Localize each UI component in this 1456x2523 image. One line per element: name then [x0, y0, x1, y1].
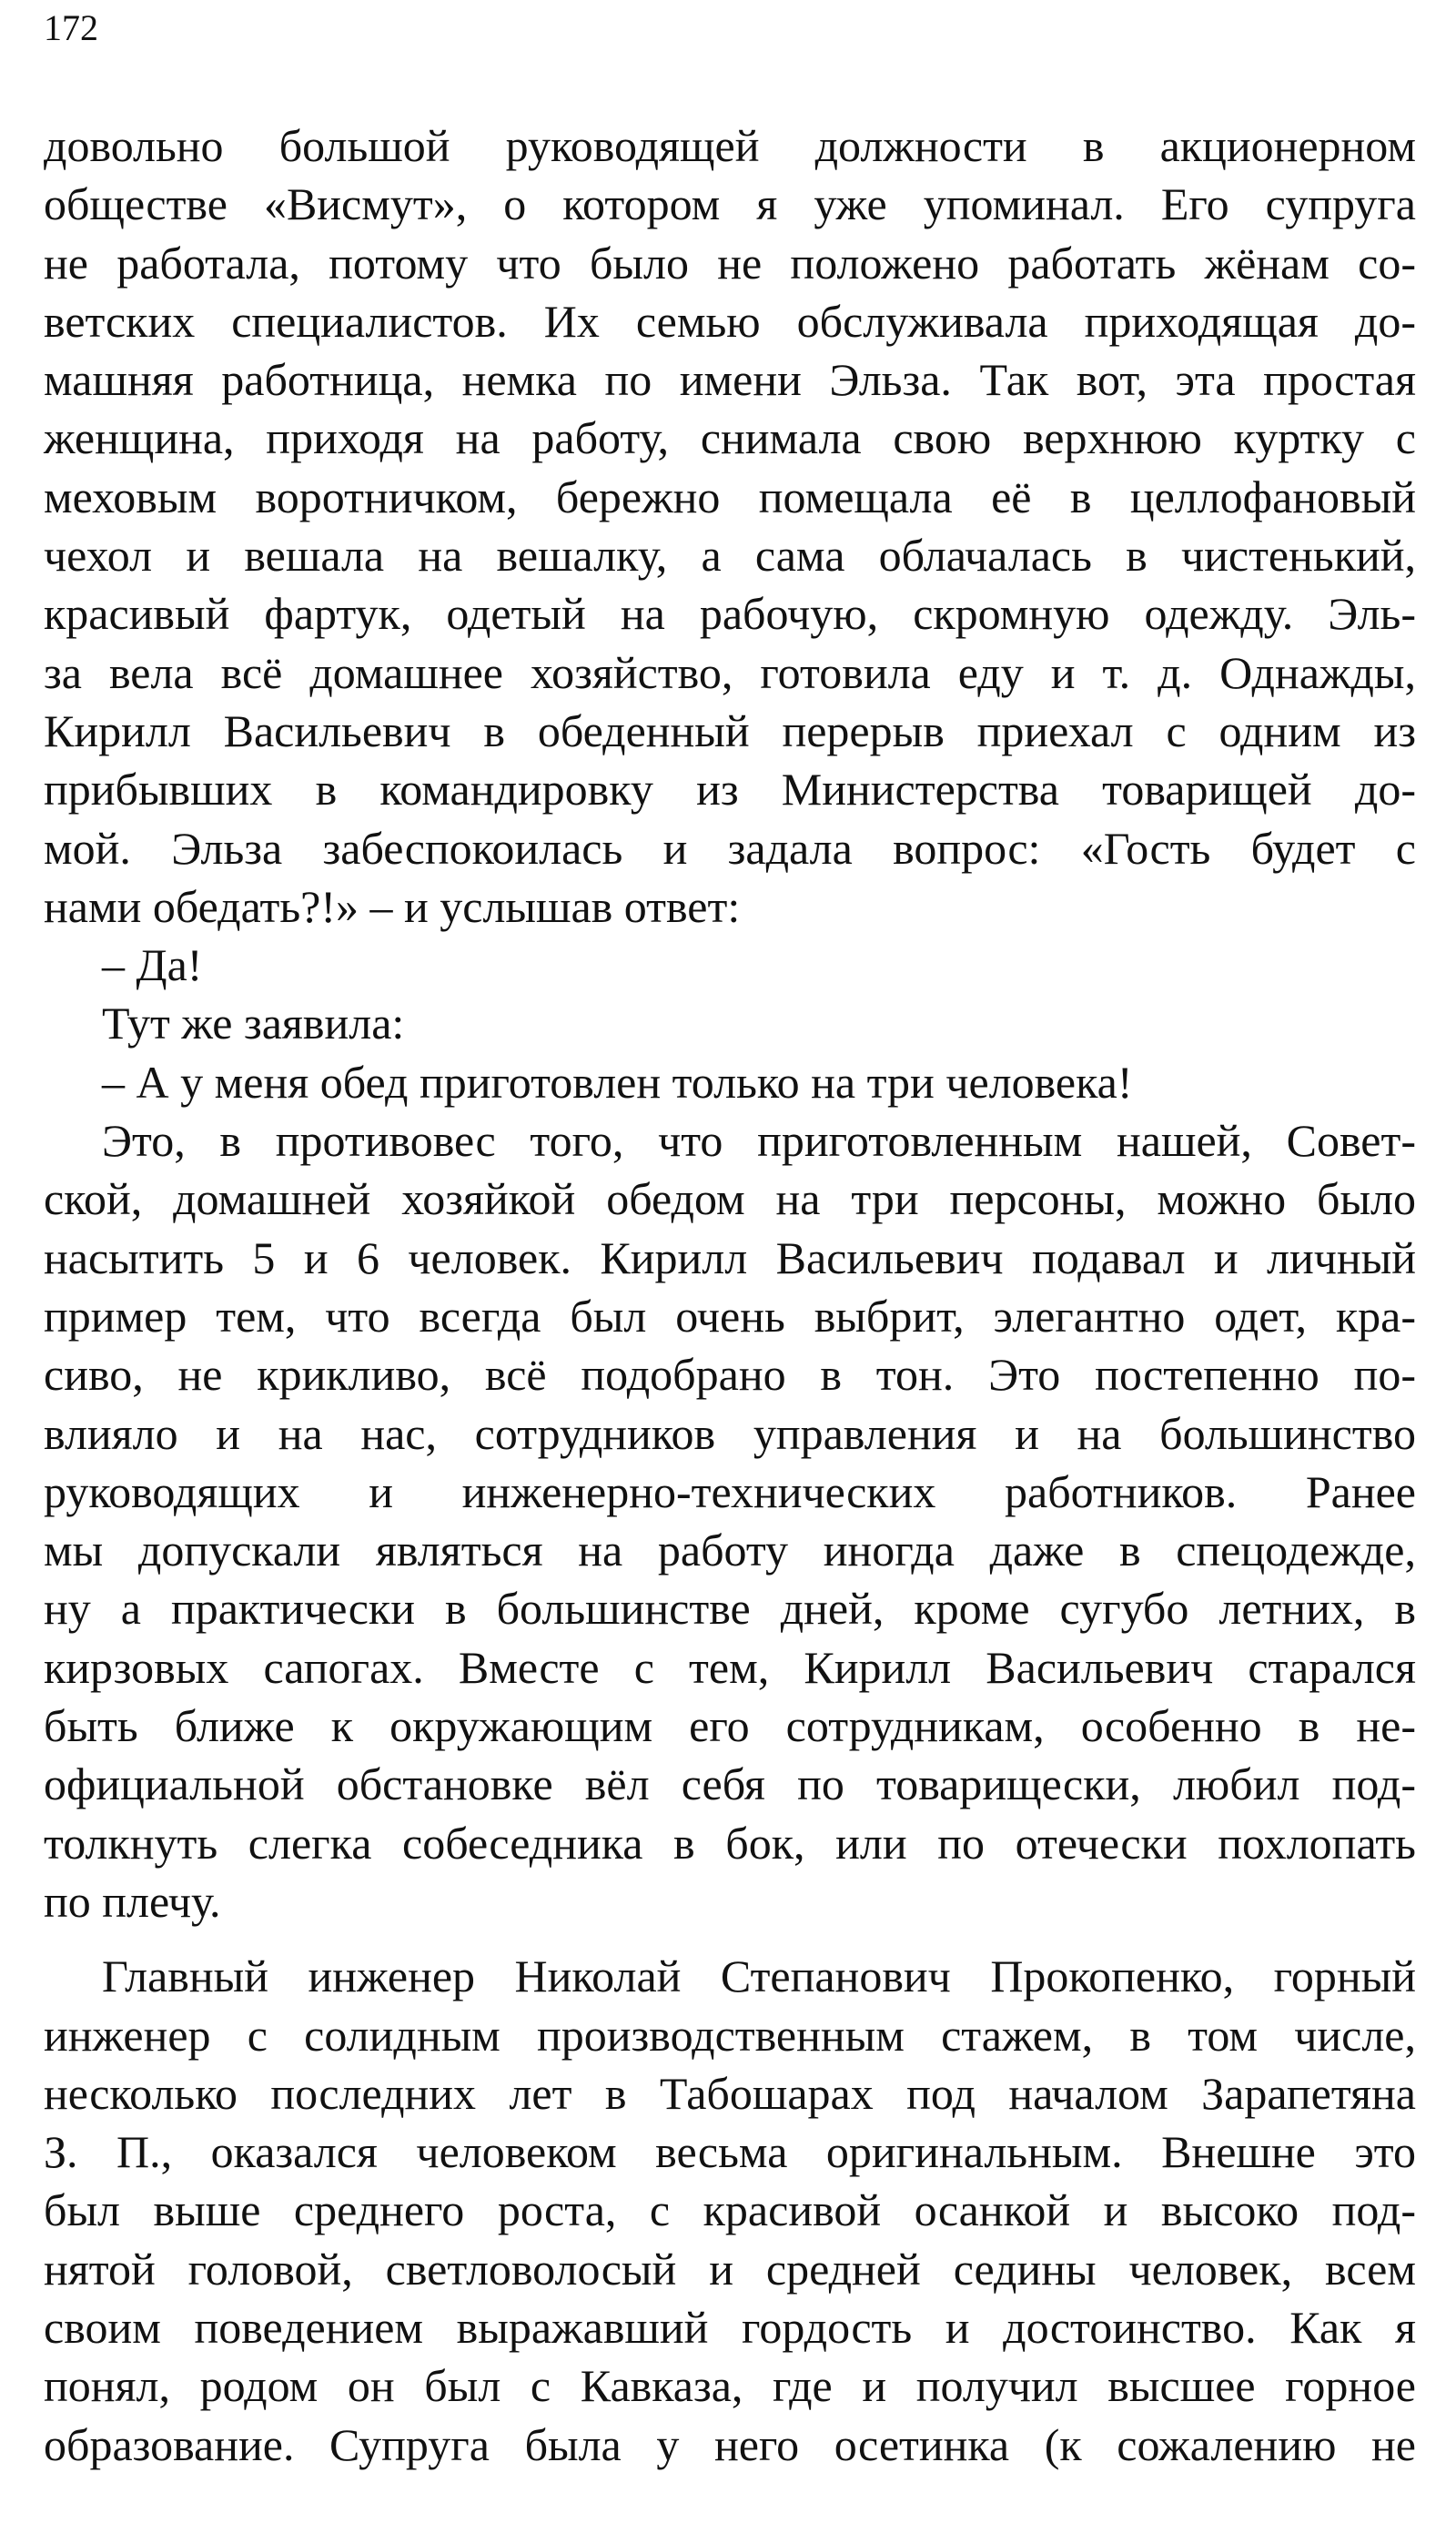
text-line: был выше среднего роста, с красивой осанкой и высоко под- [44, 2184, 1416, 2236]
text-line: нятой головой, светловолосый и средней седины человек, всем [44, 2243, 1416, 2295]
text-line: толкнуть слегка собеседника в бок, или по отечески похлопать [44, 1817, 1416, 1869]
text-line: пример тем, что всегда был очень выбрит, элегантно одет, кра- [44, 1290, 1416, 1342]
text-line: меховым воротничком, бережно помещала её в целлофановый [44, 471, 1416, 522]
text-line: – А у меня обед приготовлен только на три человека! [102, 1056, 1133, 1108]
text-line: быть ближе к окружающим его сотрудникам, особенно в не- [44, 1700, 1416, 1752]
text-line: обществе «Висмут», о котором я уже упоминал. Его супруга [44, 178, 1416, 230]
text-line: образование. Супруга была у него осетинка (к сожалению не [44, 2418, 1416, 2470]
text-line: – Да! [102, 939, 203, 991]
text-line: Тут же заявила: [102, 998, 405, 1049]
text-line: несколько последних лет в Табошарах под началом Зарапетяна [44, 2067, 1416, 2119]
text-line: З. П., оказался человеком весьма оригинальным. Внешне это [44, 2126, 1416, 2178]
text-line: насытить 5 и 6 человек. Кирилл Васильевич подавал и личный [44, 1231, 1416, 1283]
text-line: понял, родом он был с Кавказа, где и получил высшее горное [44, 2360, 1416, 2412]
text-line: инженер с солидным производственным стажем, в том числе, [44, 2009, 1416, 2061]
text-line: красивый фартук, одетый на рабочую, скромную одежду. Эль- [44, 588, 1416, 640]
text-line: руководящих и инженерно-технических работников. Ранее [44, 1465, 1416, 1517]
text-line: женщина, приходя на работу, снимала свою верхнюю куртку с [44, 412, 1416, 464]
text-line: мой. Эльза забеспокоилась и задала вопрос: «Гость будет с [44, 822, 1416, 874]
text-line: Это, в противовес того, что приготовленным нашей, Совет- [102, 1115, 1416, 1167]
text-line: чехол и вешала на вешалку, а сама облачалась в чистенький, [44, 530, 1416, 582]
text-line: ну а практически в большинстве дней, кроме сугубо летних, в [44, 1583, 1416, 1635]
text-line: официальной обстановке вёл себя по товарищески, любил под- [44, 1758, 1416, 1810]
page-number: 172 [44, 7, 98, 48]
text-line: Главный инженер Николай Степанович Прокопенко, горный [102, 1951, 1416, 2002]
text-line: прибывших в командировку из Министерства товарищей до- [44, 764, 1416, 816]
text-line: своим поведением выражавший гордость и достоинство. Как я [44, 2301, 1416, 2353]
text-line: сиво, не крикливо, всё подобрано в тон. Это постепенно по- [44, 1349, 1416, 1401]
text-line: довольно большой руководящей должности в акционерном [44, 120, 1416, 171]
text-line: не работала, потому что было не положено работать жёнам со- [44, 237, 1416, 289]
text-line: машняя работница, немка по имени Эльза. Так вот, эта простая [44, 354, 1416, 406]
text-line: влияло и на нас, сотрудников управления и на большинство [44, 1407, 1416, 1459]
text-line: Кирилл Васильевич в обеденный перерыв приехал с одним из [44, 704, 1416, 756]
text-line: по плечу. [44, 1875, 221, 1927]
text-line: ской, домашней хозяйкой обедом на три персоны, можно было [44, 1173, 1416, 1225]
text-line: мы допускали являться на работу иногда даже в спецодежде, [44, 1525, 1416, 1576]
text-line: нами обедать?!» – и услышав ответ: [44, 880, 741, 932]
text-line: ветских специалистов. Их семью обслуживала приходящая до- [44, 295, 1416, 347]
body-text [44, 117, 1416, 2474]
text-line: за вела всё домашнее хозяйство, готовила еду и т. д. Однажды, [44, 646, 1416, 698]
text-line: кирзовых сапогах. Вместе с тем, Кирилл Васильевич старался [44, 1641, 1416, 1693]
